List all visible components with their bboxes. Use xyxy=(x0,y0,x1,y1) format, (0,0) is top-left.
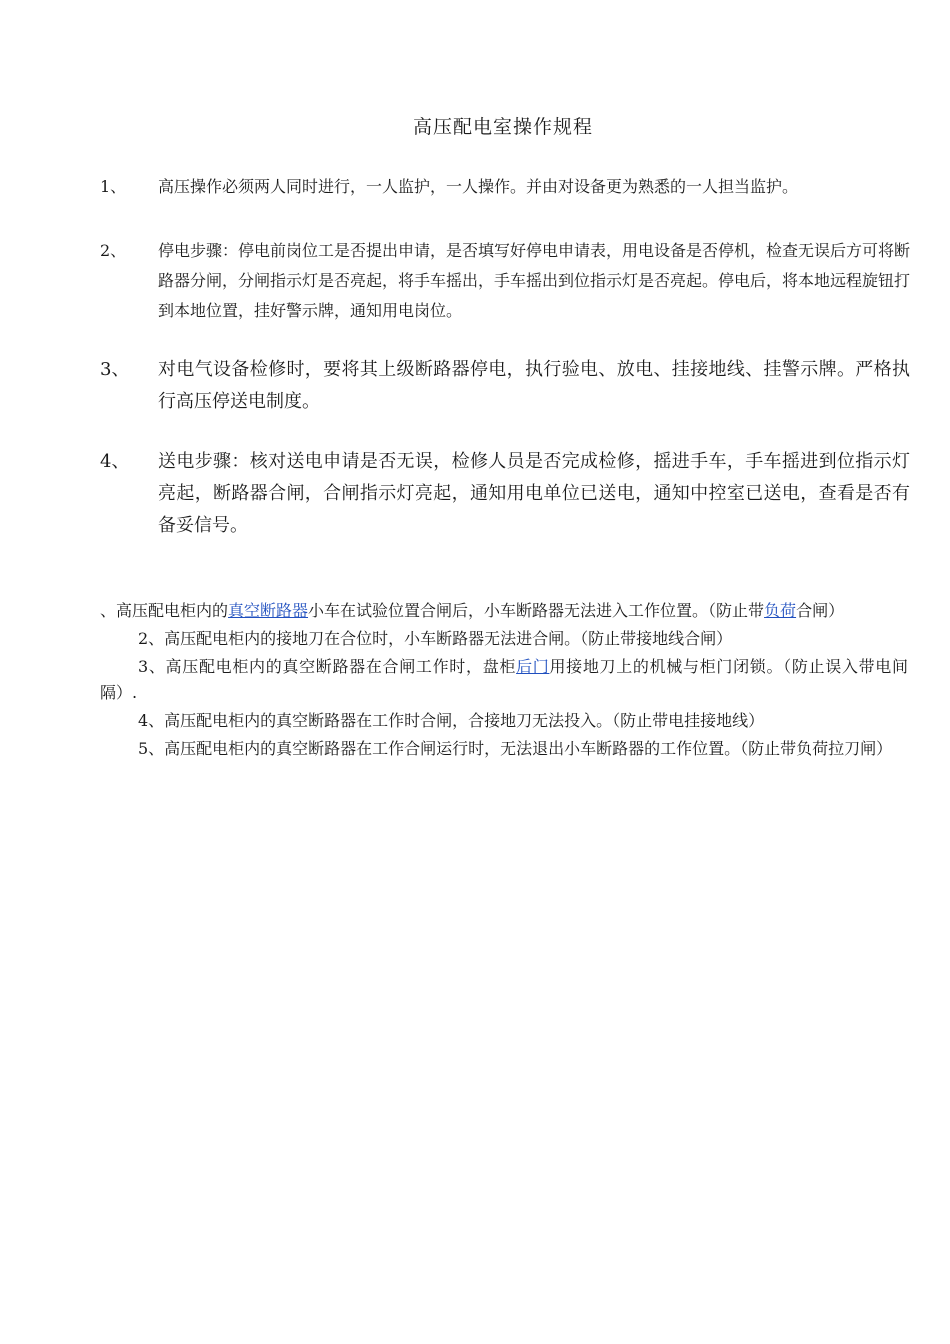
step-text: 高压操作必须两人同时进行，一人监护，一人操作。并由对设备更为熟悉的一人担当监护。 xyxy=(158,177,799,196)
interlock-item-2: 2、高压配电柜内的接地刀在合位时，小车断路器无法进合闸。（防止带接地线合闸） xyxy=(138,629,733,648)
procedure-step-2 xyxy=(100,236,910,326)
document-title: 高压配电室操作规程 xyxy=(412,116,593,138)
procedure-step-3 xyxy=(100,354,910,418)
step-text: 对电气设备检修时，要将其上级断路器停电，执行验电、放电、挂接地线、挂警示牌。严格执行高压停送电制度。 xyxy=(158,359,910,412)
step-number: 1、 xyxy=(100,177,127,196)
procedure-step-4 xyxy=(100,446,910,542)
interlock-item-4: 4、高压配电柜内的真空断路器在工作时合闸，合接地刀无法投入。（防止带电挂接地线） xyxy=(138,711,765,730)
step-text: 送电步骤：核对送电申请是否无误，检修人员是否完成检修，摇进手车，手车摇进到位指示灯亮起，断路器合闸，合闸指示灯亮起，通知用电单位已送电，通知中控室已送电，查看是否有备妥信号。 xyxy=(158,451,910,536)
vacuum-breaker-link[interactable]: 真空断路器 xyxy=(228,601,309,620)
interlock-list xyxy=(100,598,908,764)
interlock-item-1 xyxy=(100,598,908,624)
load-link[interactable]: 负荷 xyxy=(764,601,797,620)
step-text: 停电步骤：停电前岗位工是否提出申请，是否填写好停电申请表，用电设备是否停机，检查无误后方可将断路器分闸，分闸指示灯是否亮起，将手车摇出，手车摇出到位指示灯是否亮起。停电后，将本地远程旋钮打到本地位置，挂好警示牌，通知用电岗位。 xyxy=(158,241,911,320)
interlock-text: 3、高压配电柜内的真空断路器在合闸工作时，盘柜 xyxy=(138,657,517,676)
interlock-text: 、高压配电柜内的 xyxy=(100,601,229,620)
interlock-text: 合闸） xyxy=(796,601,845,620)
interlock-item-5: 5、高压配电柜内的真空断路器在工作合闸运行时，无法退出小车断路器的工作位置。（防止带负荷拉刀闸） xyxy=(138,739,893,758)
step-number: 2、 xyxy=(100,241,127,260)
step-number: 3、 xyxy=(100,359,130,380)
rear-door-link[interactable]: 后门 xyxy=(516,657,550,676)
interlock-item-3 xyxy=(100,654,908,706)
interlock-text: 小车在试验位置合闸后，小车断路器无法进入工作位置。（防止带 xyxy=(308,601,765,620)
step-number: 4、 xyxy=(100,451,130,472)
interlock-text: 用接地刀上的机械与柜门闭锁。（防止误入带电间隔）. xyxy=(100,657,908,702)
procedure-step-1 xyxy=(100,174,910,200)
